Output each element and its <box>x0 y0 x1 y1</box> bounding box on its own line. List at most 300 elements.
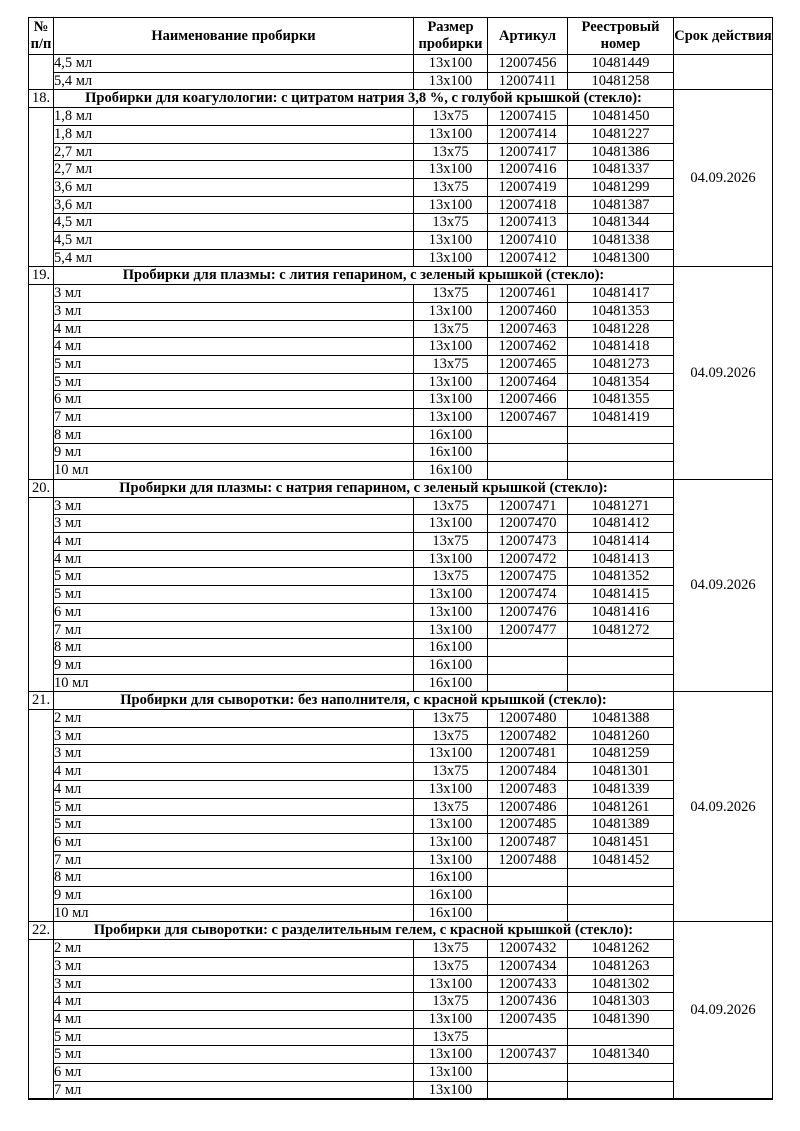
section-number-spacer <box>29 497 54 692</box>
registry-number-cell <box>568 444 674 462</box>
tube-size-cell: 16x100 <box>414 887 488 905</box>
column-header-registry: Реестровый номер <box>568 18 674 55</box>
article-cell: 12007456 <box>488 55 568 73</box>
registry-number-cell <box>568 887 674 905</box>
article-cell: 12007477 <box>488 621 568 639</box>
table-row <box>29 1046 773 1064</box>
table-row <box>29 320 773 338</box>
registry-number-cell: 10481272 <box>568 621 674 639</box>
registry-number-cell: 10481390 <box>568 1010 674 1028</box>
tube-size-cell: 16x100 <box>414 656 488 674</box>
article-cell: 12007435 <box>488 1010 568 1028</box>
registry-number-cell: 10481339 <box>568 780 674 798</box>
section-number-spacer <box>29 55 54 90</box>
tube-size-cell: 13x100 <box>414 1010 488 1028</box>
tube-size-cell: 13x100 <box>414 72 488 90</box>
tube-size-cell: 13x75 <box>414 710 488 728</box>
tube-name-cell: 5 мл <box>54 568 414 586</box>
table-row <box>29 710 773 728</box>
tube-name-cell: 5,4 мл <box>54 249 414 267</box>
tube-name-cell: 6 мл <box>54 391 414 409</box>
tube-size-cell: 13x75 <box>414 143 488 161</box>
article-cell: 12007485 <box>488 816 568 834</box>
registry-number-cell <box>568 426 674 444</box>
section-title: Пробирки для сыворотки: без наполнителя, с красной крышкой (стекло): <box>54 692 674 710</box>
article-cell: 12007415 <box>488 108 568 126</box>
column-header-size: Размер пробирки <box>414 18 488 55</box>
section-header-row <box>29 479 773 497</box>
registry-number-cell: 10481417 <box>568 285 674 303</box>
validity-date: 04.09.2026 <box>674 90 773 267</box>
article-cell <box>488 674 568 692</box>
article-cell <box>488 1028 568 1046</box>
tube-name-cell: 2 мл <box>54 710 414 728</box>
section-number-spacer <box>29 940 54 1100</box>
tube-name-cell: 10 мл <box>54 904 414 922</box>
table-row <box>29 851 773 869</box>
tube-name-cell: 3,6 мл <box>54 196 414 214</box>
registry-number-cell <box>568 1028 674 1046</box>
validity-date: 04.09.2026 <box>674 692 773 922</box>
article-cell: 12007466 <box>488 391 568 409</box>
tube-size-cell: 13x75 <box>414 108 488 126</box>
article-cell: 12007416 <box>488 161 568 179</box>
registry-number-cell: 10481228 <box>568 320 674 338</box>
tube-name-cell: 5 мл <box>54 816 414 834</box>
article-cell: 12007433 <box>488 975 568 993</box>
article-cell: 12007462 <box>488 338 568 356</box>
table-row <box>29 621 773 639</box>
article-cell: 12007481 <box>488 745 568 763</box>
tube-name-cell: 1,8 мл <box>54 108 414 126</box>
tube-size-cell: 13x100 <box>414 161 488 179</box>
section-number-spacer <box>29 108 54 267</box>
table-row <box>29 232 773 250</box>
table-row <box>29 178 773 196</box>
article-cell: 12007471 <box>488 497 568 515</box>
registry-number-cell: 10481353 <box>568 302 674 320</box>
tube-size-cell: 13x100 <box>414 745 488 763</box>
table-row <box>29 1081 773 1099</box>
table-row <box>29 869 773 887</box>
registry-number-cell: 10481452 <box>568 851 674 869</box>
tube-size-cell: 13x100 <box>414 1046 488 1064</box>
tube-name-cell: 7 мл <box>54 1081 414 1099</box>
tube-size-cell: 13x75 <box>414 798 488 816</box>
article-cell <box>488 462 568 480</box>
article-cell: 12007461 <box>488 285 568 303</box>
tube-name-cell: 7 мл <box>54 409 414 427</box>
registry-number-cell: 10481299 <box>568 178 674 196</box>
tube-name-cell: 10 мл <box>54 674 414 692</box>
table-row <box>29 196 773 214</box>
tube-size-cell: 13x75 <box>414 957 488 975</box>
tube-size-cell: 13x75 <box>414 355 488 373</box>
article-cell: 12007487 <box>488 833 568 851</box>
article-cell: 12007464 <box>488 373 568 391</box>
registry-number-cell <box>568 1081 674 1099</box>
tube-size-cell: 13x75 <box>414 214 488 232</box>
article-cell <box>488 869 568 887</box>
tube-size-cell: 13x100 <box>414 621 488 639</box>
table-row <box>29 161 773 179</box>
registry-number-cell: 10481262 <box>568 940 674 958</box>
registry-number-cell: 10481227 <box>568 125 674 143</box>
tube-name-cell: 7 мл <box>54 851 414 869</box>
table-row <box>29 586 773 604</box>
tube-name-cell: 4 мл <box>54 780 414 798</box>
table-row <box>29 214 773 232</box>
registry-number-cell: 10481302 <box>568 975 674 993</box>
section-number-spacer <box>29 710 54 922</box>
tube-name-cell: 3 мл <box>54 515 414 533</box>
tube-size-cell: 13x100 <box>414 196 488 214</box>
tube-size-cell: 13x75 <box>414 568 488 586</box>
article-cell: 12007486 <box>488 798 568 816</box>
registry-number-cell: 10481419 <box>568 409 674 427</box>
registry-number-cell: 10481260 <box>568 727 674 745</box>
article-cell: 12007460 <box>488 302 568 320</box>
tube-name-cell: 3 мл <box>54 727 414 745</box>
tube-size-cell: 13x100 <box>414 1081 488 1099</box>
tube-size-cell: 13x100 <box>414 409 488 427</box>
tube-size-cell: 13x100 <box>414 780 488 798</box>
article-cell: 12007475 <box>488 568 568 586</box>
table-row <box>29 674 773 692</box>
tube-size-cell: 13x100 <box>414 232 488 250</box>
article-cell: 12007473 <box>488 532 568 550</box>
tube-size-cell: 13x75 <box>414 497 488 515</box>
tube-name-cell: 7 мл <box>54 621 414 639</box>
table-row <box>29 816 773 834</box>
tube-size-cell: 13x100 <box>414 302 488 320</box>
tube-size-cell: 13x75 <box>414 285 488 303</box>
registry-number-cell: 10481355 <box>568 391 674 409</box>
tube-size-cell: 16x100 <box>414 904 488 922</box>
table-row <box>29 603 773 621</box>
table-row <box>29 125 773 143</box>
tube-name-cell: 5 мл <box>54 586 414 604</box>
article-cell: 12007414 <box>488 125 568 143</box>
registry-number-cell: 10481450 <box>568 108 674 126</box>
tube-name-cell: 4,5 мл <box>54 232 414 250</box>
tube-size-cell: 13x100 <box>414 515 488 533</box>
registry-number-cell: 10481416 <box>568 603 674 621</box>
table-row <box>29 798 773 816</box>
column-header-article: Артикул <box>488 18 568 55</box>
table-row <box>29 72 773 90</box>
article-cell: 12007476 <box>488 603 568 621</box>
tube-name-cell: 4 мл <box>54 550 414 568</box>
registry-number-cell: 10481418 <box>568 338 674 356</box>
table-row <box>29 55 773 73</box>
tube-name-cell: 9 мл <box>54 444 414 462</box>
table-row <box>29 249 773 267</box>
tube-name-cell: 4 мл <box>54 532 414 550</box>
tube-name-cell: 4 мл <box>54 1010 414 1028</box>
table-row <box>29 338 773 356</box>
table-row <box>29 143 773 161</box>
tube-size-cell: 13x100 <box>414 550 488 568</box>
tube-size-cell: 13x75 <box>414 727 488 745</box>
tube-name-cell: 6 мл <box>54 833 414 851</box>
table-row <box>29 462 773 480</box>
article-cell: 12007413 <box>488 214 568 232</box>
tube-size-cell: 13x75 <box>414 940 488 958</box>
registry-number-cell: 10481451 <box>568 833 674 851</box>
table-row <box>29 550 773 568</box>
table-header <box>29 18 773 55</box>
tube-name-cell: 9 мл <box>54 656 414 674</box>
table-row <box>29 780 773 798</box>
article-cell: 12007432 <box>488 940 568 958</box>
tube-size-cell: 13x100 <box>414 55 488 73</box>
section-header-row <box>29 90 773 108</box>
article-cell <box>488 1081 568 1099</box>
section-title: Пробирки для плазмы: с натрия гепарином, с зеленый крышкой (стекло): <box>54 479 674 497</box>
table-row <box>29 1010 773 1028</box>
registry-number-cell: 10481273 <box>568 355 674 373</box>
table-row <box>29 940 773 958</box>
table-row <box>29 355 773 373</box>
article-cell: 12007434 <box>488 957 568 975</box>
tube-size-cell: 16x100 <box>414 462 488 480</box>
registry-number-cell: 10481412 <box>568 515 674 533</box>
table-row <box>29 656 773 674</box>
tube-name-cell: 5,4 мл <box>54 72 414 90</box>
article-cell <box>488 1064 568 1082</box>
table-row <box>29 745 773 763</box>
section-header-row <box>29 692 773 710</box>
tube-name-cell: 2,7 мл <box>54 143 414 161</box>
tube-size-cell: 13x100 <box>414 851 488 869</box>
tube-size-cell: 16x100 <box>414 639 488 657</box>
table-row <box>29 833 773 851</box>
table-row <box>29 957 773 975</box>
table-row <box>29 727 773 745</box>
article-cell: 12007436 <box>488 993 568 1011</box>
tube-name-cell: 4 мл <box>54 993 414 1011</box>
tube-name-cell: 4 мл <box>54 320 414 338</box>
tube-size-cell: 13x100 <box>414 816 488 834</box>
tube-size-cell: 13x100 <box>414 603 488 621</box>
article-cell <box>488 904 568 922</box>
tube-name-cell: 3 мл <box>54 497 414 515</box>
tube-name-cell: 3 мл <box>54 745 414 763</box>
tube-name-cell: 8 мл <box>54 639 414 657</box>
registry-number-cell <box>568 639 674 657</box>
tube-name-cell: 5 мл <box>54 1046 414 1064</box>
validity-date: 04.09.2026 <box>674 267 773 479</box>
tube-size-cell: 16x100 <box>414 444 488 462</box>
registry-number-cell: 10481388 <box>568 710 674 728</box>
registry-number-cell: 10481340 <box>568 1046 674 1064</box>
tube-name-cell: 5 мл <box>54 798 414 816</box>
table-row <box>29 1064 773 1082</box>
table-row <box>29 391 773 409</box>
tube-size-cell: 13x75 <box>414 532 488 550</box>
registry-number-cell: 10481415 <box>568 586 674 604</box>
tube-size-cell: 13x100 <box>414 125 488 143</box>
table-row <box>29 763 773 781</box>
registry-number-cell: 10481413 <box>568 550 674 568</box>
registry-number-cell: 10481337 <box>568 161 674 179</box>
tube-size-cell: 13x75 <box>414 993 488 1011</box>
article-cell <box>488 887 568 905</box>
registry-number-cell: 10481258 <box>568 72 674 90</box>
tube-name-cell: 5 мл <box>54 1028 414 1046</box>
tube-name-cell: 9 мл <box>54 887 414 905</box>
section-title: Пробирки для плазмы: с лития гепарином, с зеленый крышкой (стекло): <box>54 267 674 285</box>
tube-size-cell: 13x75 <box>414 1028 488 1046</box>
registry-number-cell: 10481271 <box>568 497 674 515</box>
tube-size-cell: 13x100 <box>414 975 488 993</box>
table-row <box>29 532 773 550</box>
registry-number-cell: 10481352 <box>568 568 674 586</box>
tube-size-cell: 16x100 <box>414 426 488 444</box>
table-body <box>29 55 773 1100</box>
article-cell: 12007465 <box>488 355 568 373</box>
article-cell: 12007417 <box>488 143 568 161</box>
section-title: Пробирки для сыворотки: с разделительным гелем, с красной крышкой (стекло): <box>54 922 674 940</box>
article-cell: 12007488 <box>488 851 568 869</box>
section-number: 19. <box>29 267 54 285</box>
registry-number-cell <box>568 904 674 922</box>
column-header-validity: Срок действия <box>674 18 773 55</box>
tube-name-cell: 3 мл <box>54 957 414 975</box>
tube-size-cell: 13x75 <box>414 320 488 338</box>
tube-name-cell: 3 мл <box>54 302 414 320</box>
header-row <box>29 18 773 55</box>
section-number: 22. <box>29 922 54 940</box>
article-cell: 12007472 <box>488 550 568 568</box>
registry-number-cell: 10481414 <box>568 532 674 550</box>
table-row <box>29 426 773 444</box>
table-row <box>29 373 773 391</box>
article-cell: 12007412 <box>488 249 568 267</box>
tube-size-cell: 13x100 <box>414 338 488 356</box>
registry-number-cell: 10481303 <box>568 993 674 1011</box>
tube-name-cell: 3 мл <box>54 975 414 993</box>
section-number: 18. <box>29 90 54 108</box>
table-row <box>29 409 773 427</box>
validity-date: 04.09.2026 <box>674 922 773 1100</box>
article-cell: 12007418 <box>488 196 568 214</box>
tube-name-cell: 4 мл <box>54 763 414 781</box>
registry-number-cell <box>568 1064 674 1082</box>
tube-name-cell: 8 мл <box>54 426 414 444</box>
table-row <box>29 302 773 320</box>
validity-date: 04.09.2026 <box>674 479 773 691</box>
table-row <box>29 993 773 1011</box>
table-row <box>29 497 773 515</box>
article-cell: 12007470 <box>488 515 568 533</box>
section-title: Пробирки для коагулологии: с цитратом натрия 3,8 %, с голубой крышкой (стекло): <box>54 90 674 108</box>
tube-name-cell: 3 мл <box>54 285 414 303</box>
registry-number-cell <box>568 656 674 674</box>
article-cell: 12007467 <box>488 409 568 427</box>
section-number: 20. <box>29 479 54 497</box>
tube-name-cell: 4,5 мл <box>54 214 414 232</box>
tube-name-cell: 10 мл <box>54 462 414 480</box>
article-cell <box>488 426 568 444</box>
registry-number-cell: 10481449 <box>568 55 674 73</box>
article-cell: 12007419 <box>488 178 568 196</box>
section-number-spacer <box>29 285 54 480</box>
tube-size-cell: 13x100 <box>414 586 488 604</box>
tube-name-cell: 6 мл <box>54 603 414 621</box>
table-row <box>29 1028 773 1046</box>
section-number: 21. <box>29 692 54 710</box>
tube-name-cell: 2 мл <box>54 940 414 958</box>
registry-number-cell: 10481263 <box>568 957 674 975</box>
article-cell <box>488 444 568 462</box>
article-cell: 12007474 <box>488 586 568 604</box>
registry-number-cell <box>568 462 674 480</box>
tube-size-cell: 13x100 <box>414 1064 488 1082</box>
table-row <box>29 285 773 303</box>
table-row <box>29 887 773 905</box>
article-cell: 12007437 <box>488 1046 568 1064</box>
tube-name-cell: 6 мл <box>54 1064 414 1082</box>
tube-size-cell: 16x100 <box>414 674 488 692</box>
registry-number-cell: 10481261 <box>568 798 674 816</box>
registry-number-cell <box>568 674 674 692</box>
article-cell: 12007463 <box>488 320 568 338</box>
article-cell <box>488 639 568 657</box>
tube-size-cell: 13x75 <box>414 178 488 196</box>
table-row <box>29 444 773 462</box>
article-cell: 12007411 <box>488 72 568 90</box>
registry-number-cell: 10481259 <box>568 745 674 763</box>
validity-date <box>674 55 773 90</box>
article-cell: 12007482 <box>488 727 568 745</box>
registry-number-cell: 10481354 <box>568 373 674 391</box>
tube-registry-table <box>28 17 773 1100</box>
tube-name-cell: 1,8 мл <box>54 125 414 143</box>
table-row <box>29 108 773 126</box>
table-row <box>29 515 773 533</box>
registry-number-cell <box>568 869 674 887</box>
tube-name-cell: 4,5 мл <box>54 55 414 73</box>
tube-size-cell: 13x100 <box>414 249 488 267</box>
tube-name-cell: 8 мл <box>54 869 414 887</box>
registry-number-cell: 10481300 <box>568 249 674 267</box>
table-row <box>29 639 773 657</box>
tube-name-cell: 4 мл <box>54 338 414 356</box>
registry-number-cell: 10481387 <box>568 196 674 214</box>
section-header-row <box>29 267 773 285</box>
tube-name-cell: 5 мл <box>54 355 414 373</box>
tube-size-cell: 13x100 <box>414 373 488 391</box>
article-cell: 12007484 <box>488 763 568 781</box>
registry-number-cell: 10481338 <box>568 232 674 250</box>
registry-number-cell: 10481386 <box>568 143 674 161</box>
tube-size-cell: 13x75 <box>414 763 488 781</box>
section-header-row <box>29 922 773 940</box>
article-cell <box>488 656 568 674</box>
tube-size-cell: 13x100 <box>414 833 488 851</box>
registry-number-cell: 10481344 <box>568 214 674 232</box>
column-header-num: № п/п <box>29 18 54 55</box>
article-cell: 12007480 <box>488 710 568 728</box>
table-row <box>29 975 773 993</box>
tube-name-cell: 3,6 мл <box>54 178 414 196</box>
tube-size-cell: 16x100 <box>414 869 488 887</box>
table-row <box>29 568 773 586</box>
registry-number-cell: 10481389 <box>568 816 674 834</box>
column-header-name: Наименование пробирки <box>54 18 414 55</box>
